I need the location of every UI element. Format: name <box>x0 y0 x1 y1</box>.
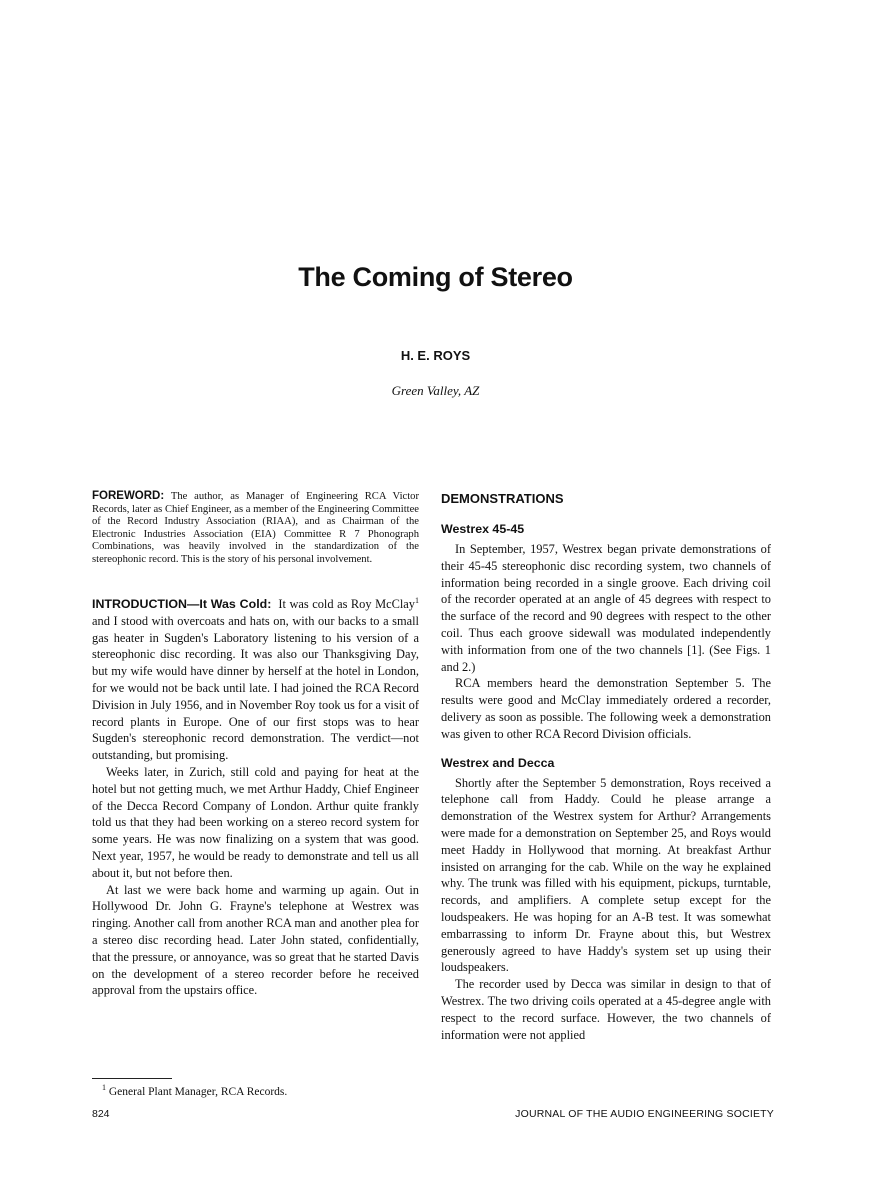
intro-p1-start: It was cold as Roy McClay <box>278 597 415 611</box>
footnote-rule <box>92 1078 172 1079</box>
westrex-4545-paragraph-1: In September, 1957, Westrex began private demonstrations of their 45-45 stereophonic disc recording system, two channels of information being recorded in a single groove. Each driving coil of the recorder operated at an angle of 45 degrees with respect to the surface of the record and 90 degrees with respect to the other coil. Thus each groove sidewall was modulated independently with information from one of the two channels [1]. (See Figs. 1 and 2.) <box>441 542 771 674</box>
footnote-ref: 1 <box>415 595 419 605</box>
foreword-label: FOREWORD: <box>92 490 165 502</box>
westrex-decca-paragraph-2: The recorder used by Decca was similar in design to that of Westrex. The two driving coils operated at a 45-degree angle with respect to the record surface. However, the two channels of information were not applied <box>441 977 771 1042</box>
westrex-decca-heading: Westrex and Decca <box>441 755 555 770</box>
intro-p1-end: and I stood with overcoats and hats on, with our backs to a small gas heater in Sugden's Laboratory listening to his version of a stereophonic disc recording. It was also our Thanksgiving Day, but my wife would have dinner by herself at the hotel in London, for we would not be back until late. I had joined the RCA Record Division in July 1956, and in November Roy took us for a visit of record plants in Europe. One of our first stops was to hear Sugden's stereophonic record demonstration. The verdict—not outstanding, but promising. <box>92 613 419 763</box>
intro-paragraph-1 <box>92 596 419 764</box>
left-column <box>92 490 419 999</box>
intro-paragraph-3: At last we were back home and warming up again. Out in Hollywood Dr. John G. Frayne's telephone at Westrex was ringing. Another call from another RCA man and another plea for a stereo disc recording head. Later John stated, confidentially, that the pressure, or annoyance, was so great that he started Davis on the development of a stereo recorder before he received approval from the upstairs office. <box>92 882 419 998</box>
journal-name: JOURNAL OF THE AUDIO ENGINEERING SOCIETY <box>515 1108 774 1120</box>
article-title: The Coming of Stereo <box>298 262 573 292</box>
demonstrations-heading: DEMONSTRATIONS <box>441 491 564 506</box>
author-name: H. E. ROYS <box>400 348 471 363</box>
westrex-4545-paragraph-2: RCA members heard the demonstration September 5. The results were good and McClay immediately ordered a recorder, delivery as soon as possible. The following week a demonstration was given to other RCA Record Division officials. <box>441 676 771 741</box>
foreword-text: The author, as Manager of Engineering RCA Victor Records, later as Chief Engineer, as a member of the Engineering Committee of the Record Industry Association (RIAA), and as Chairman of the Electronic Industries Association (EIA) Committee R 7 Phonograph Combinations, was heavily involved in the standardization of the stereophonic record. This is the story of his personal involvement. <box>92 491 419 565</box>
westrex-decca-paragraph-1: Shortly after the September 5 demonstration, Roys received a telephone call from Haddy. Could he please arrange a demonstration of the Westrex system for Arthur? Arrangements were made for a demonstration on September 25, and Roys would meet Haddy in Hollywood that morning. At breakfast Arthur insisted on arranging for the cab. While on the way he explained why. The trunk was filled with his equipment, pickups, turntable, records, and amplifiers. A complete setup except for the loudspeakers. He was hoping for an A-B test. It was somewhat embarrassing to inform Dr. Frayne about this, but Westrex generously agreed to have Haddy's system set up using their loudspeakers. <box>441 775 771 975</box>
page-number: 824 <box>92 1108 110 1120</box>
intro-heading: INTRODUCTION—It Was Cold: <box>92 597 272 611</box>
intro-paragraph-2: Weeks later, in Zurich, still cold and paying for heat at the hotel but not getting much, we met Arthur Haddy, Chief Engineer of the Decca Record Company of London. Arthur quite frankly told us that they had been working on a stereo record system for some years. He was now finalizing on a system that was good. Next year, 1957, he would be ready to demonstrate and tell us all about it, but not before then. <box>92 764 419 880</box>
footnote-text: General Plant Manager, RCA Records. <box>106 1085 288 1098</box>
foreword <box>92 490 419 566</box>
footnote <box>102 1083 287 1098</box>
westrex-4545-heading: Westrex 45-45 <box>441 522 525 536</box>
author-affiliation: Green Valley, AZ <box>391 383 480 398</box>
right-column <box>441 491 771 1043</box>
footnote-mark: 1 <box>102 1083 106 1092</box>
